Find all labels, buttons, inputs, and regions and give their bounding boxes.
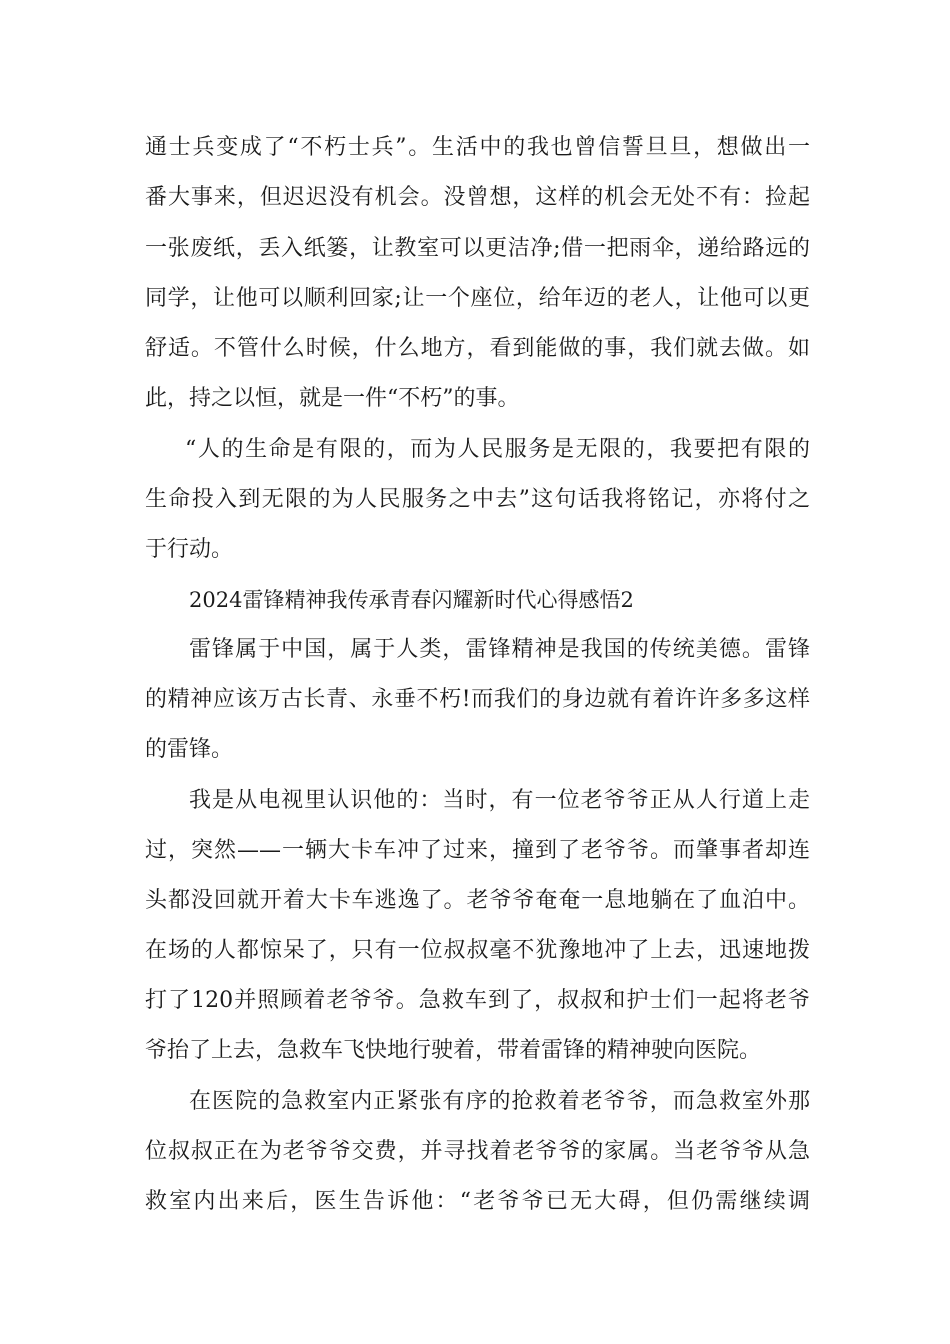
paragraph-line: 位叔叔正在为老爷爷交费，并寻找着老爷爷的家属。当老爷爷从急 [145,1139,810,1164]
paragraph-line: 的精神应该万古长青、永垂不朽!而我们的身边就有着许许多多这样 [145,687,810,712]
paragraph-line: 雷锋属于中国，属于人类，雷锋精神是我国的传统美德。雷锋 [189,637,810,662]
paragraph-line: “人的生命是有限的，而为人民服务是无限的，我要把有限的 [185,437,810,462]
paragraph-line: 爷抬了上去，急救车飞快地行驶着，带着雷锋的精神驶向医院。 [145,1038,762,1063]
paragraph-line: 番大事来，但迟迟没有机会。没曾想，这样的机会无处不有：捡起 [145,185,810,210]
paragraph-line: 生命投入到无限的为人民服务之中去”这句话我将铭记，亦将付之 [145,487,810,512]
paragraph-line: 在场的人都惊呆了，只有一位叔叔毫不犹豫地冲了上去，迅速地拨 [145,938,810,963]
paragraph-line: 此，持之以恒，就是一件“不朽”的事。 [145,386,520,411]
paragraph-line: 舒适。不管什么时候，什么地方，看到能做的事，我们就去做。如 [145,336,810,361]
paragraph-line: 救室内出来后，医生告诉他：“老爷爷已无大碍，但仍需继续调 [145,1189,810,1214]
paragraph-line: 同学，让他可以顺利回家;让一个座位，给年迈的老人，让他可以更 [145,286,810,311]
section-heading: 2024雷锋精神我传承青春闪耀新时代心得感悟2 [189,588,634,612]
paragraph-line: 过，突然——一辆大卡车冲了过来，撞到了老爷爷。而肇事者却连 [145,838,810,863]
paragraph-line: 于行动。 [145,537,234,562]
paragraph-line: 我是从电视里认识他的：当时，有一位老爷爷正从人行道上走 [189,788,810,813]
paragraph-line: 的雷锋。 [145,737,234,762]
paragraph-line: 打了120并照顾着老爷爷。急救车到了，叔叔和护士们一起将老爷 [145,988,810,1013]
paragraph-line: 在医院的急救室内正紧张有序的抢救着老爷爷，而急救室外那 [189,1089,810,1114]
paragraph-line: 一张废纸，丢入纸篓，让教室可以更洁净;借一把雨伞，递给路远的 [145,236,810,261]
paragraph-line: 通士兵变成了“不朽士兵”。生活中的我也曾信誓旦旦，想做出一 [145,135,810,160]
paragraph-line: 头都没回就开着大卡车逃逸了。老爷爷奄奄一息地躺在了血泊中。 [145,888,810,913]
